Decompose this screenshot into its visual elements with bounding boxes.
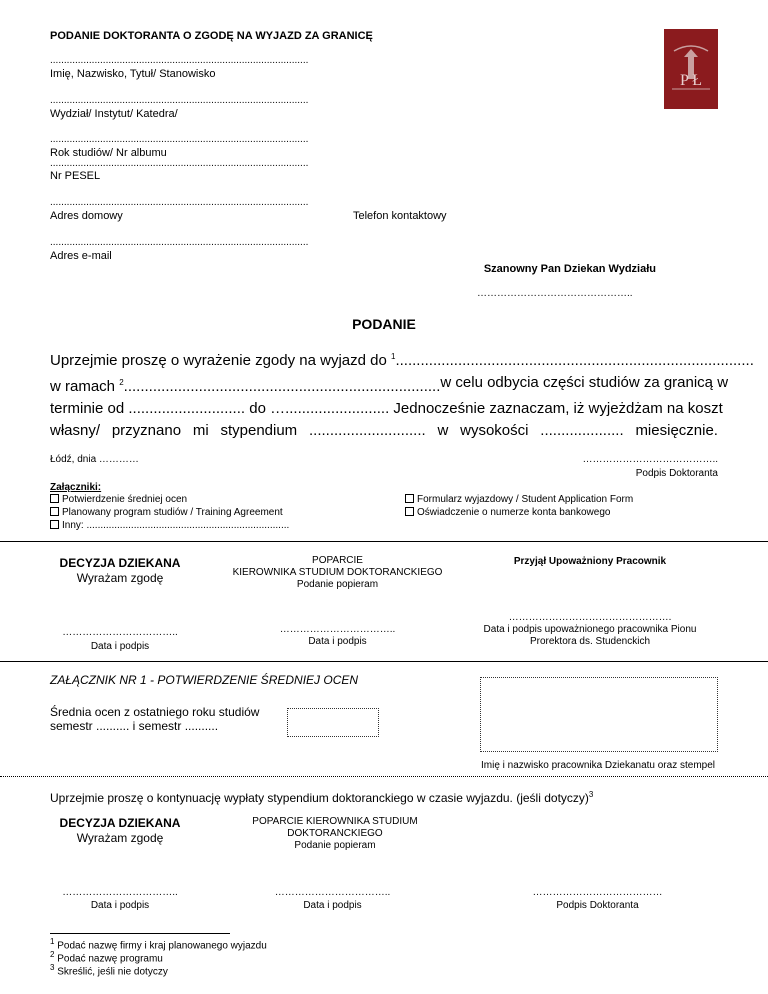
staff-title: Przyjął Upoważniony Pracownik	[513, 556, 667, 567]
pesel-label: Nr PESEL	[50, 170, 101, 182]
support-sub-2: Podanie popieram	[294, 840, 376, 851]
dean-dots-2[interactable]: ……………………………..	[62, 887, 178, 898]
staff-dots[interactable]: ………………………………………….	[508, 612, 672, 623]
dept-dots[interactable]: .............................................................................................	[50, 95, 309, 106]
program-dots[interactable]: ............................................................................	[123, 378, 441, 395]
dean-decision-title-2: DECYZJA DZIEKANA	[59, 816, 181, 830]
pesel-dots[interactable]: .............................................................................................	[50, 158, 309, 169]
request-line1-text: Uprzejmie proszę o wyrażenie zgody na wyjazd do	[50, 352, 387, 369]
attachment-item[interactable]: Planowany program studiów / Training Agreement	[50, 507, 283, 518]
support-dots-2[interactable]: ……………………………..	[274, 887, 391, 898]
email-dots[interactable]: .............................................................................................	[50, 237, 309, 248]
university-logo-icon	[664, 29, 718, 109]
footnote: $^1$ Podać nazwę firmy i kraj planowanego wyjazdu	[50, 937, 267, 952]
staff-sign-label-2: Prorektora ds. Studenckich	[529, 636, 651, 647]
request-heading: PODANIE	[352, 316, 416, 332]
avg-label: Średnia ocen z ostatniego roku studiów	[50, 705, 260, 719]
support-sign-label: Data i podpis	[308, 636, 367, 647]
request-paragraph	[50, 346, 754, 442]
attachment-item[interactable]: Potwierdzenie średniej ocen	[50, 494, 187, 505]
year-label: Rok studiów/ Nr albumu	[50, 147, 167, 159]
destination-dots[interactable]: ......................................................................................	[395, 352, 754, 369]
year-dots[interactable]: .............................................................................................	[50, 134, 309, 145]
request-line2-text: w ramach	[50, 378, 116, 395]
phone-label: Telefon kontaktowy	[353, 210, 447, 222]
form-title: PODANIE DOKTORANTA O ZGODĘ NA WYJAZD ZA GRANICĘ	[50, 30, 373, 42]
dept-label: Wydział/ Instytut/ Katedra/	[50, 108, 178, 120]
support-title-2: KIEROWNIKA STUDIUM DOKTORANCKIEGO	[232, 567, 443, 578]
attachment-item[interactable]: Oświadczenie o numerze konta bankowego	[405, 507, 610, 518]
signature-label: Podpis Doktoranta	[635, 468, 718, 479]
name-dots[interactable]: .............................................................................................	[50, 55, 309, 66]
request-line2-end: w celu odbycia części studiów za granicą w	[440, 374, 729, 391]
recipient-dots[interactable]: ………………………………………..	[477, 288, 633, 299]
section-divider	[0, 776, 768, 777]
stamp-label: Imię i nazwisko pracownika Dziekanatu oraz stempel	[481, 760, 715, 771]
avg-semester[interactable]: semestr .......... i semestr ..........	[50, 719, 219, 733]
section-divider	[0, 661, 768, 662]
place-date[interactable]: Łódź, dnia …………	[50, 454, 139, 465]
dean-dots[interactable]: ……………………………..	[62, 627, 178, 638]
dean-decision-sub: Wyrażam zgodę	[76, 571, 164, 585]
support-title-4: DOKTORANCKIEGO	[287, 828, 383, 839]
email-label: Adres e-mail	[50, 250, 112, 262]
support-dots[interactable]: ……………………………..	[279, 624, 396, 635]
average-grade-box[interactable]	[287, 708, 379, 737]
request-line3: terminie od ............................ do …......................... Jednocześnie zaznaczam, iż wyjeżdżam na koszt	[50, 400, 723, 417]
support-title: POPARCIE	[312, 555, 363, 566]
dean-decision-sub-2: Wyrażam zgodę	[76, 831, 164, 845]
section-divider	[0, 541, 768, 542]
dean-sign-label: Data i podpis	[90, 641, 150, 652]
logo-letters: P Ł	[679, 72, 703, 89]
address-dots[interactable]: .............................................................................................	[50, 197, 309, 208]
footnote-ref-2: 2	[119, 378, 124, 387]
continuation-text: Uprzejmie proszę o kontynuację wypłaty stypendium doktoranckiego w czasie wyjazdu. (jeśli dotyczy)$^3$	[50, 790, 594, 805]
attachment-item[interactable]: Formularz wyjazdowy / Student Application Form	[405, 494, 633, 505]
footnote: $^3$ Skreślić, jeśli nie dotyczy	[50, 963, 168, 978]
support-title-3: POPARCIE KIEROWNIKA STUDIUM	[252, 816, 418, 827]
request-line4: własny/ przyznano mi stypendium ............................ w wysokości .................... miesięcznie.	[50, 422, 718, 439]
attachment-item[interactable]: Inny: .........................................................................	[50, 520, 289, 531]
student-dots[interactable]: …………………………………	[532, 887, 663, 898]
footnote-rule	[50, 933, 230, 934]
stamp-box[interactable]	[480, 677, 718, 752]
support-sub: Podanie popieram	[296, 579, 379, 590]
checkbox-icon[interactable]	[405, 507, 414, 516]
checkbox-icon[interactable]	[50, 520, 59, 529]
dean-decision-title: DECYZJA DZIEKANA	[59, 556, 181, 570]
attachments-heading: Załączniki:	[50, 482, 102, 493]
signature-dots[interactable]: …………………………………..	[582, 454, 718, 465]
support-sign-label-2: Data i podpis	[303, 900, 362, 911]
footnote-ref-3: 3	[588, 790, 594, 799]
annex-title: ZAŁĄCZNIK NR 1 - POTWIERDZENIE ŚREDNIEJ OCEN	[50, 673, 359, 687]
name-label: Imię, Nazwisko, Tytuł/ Stanowisko	[50, 68, 216, 80]
footnote: $^2$ Podać nazwę programu	[50, 950, 163, 965]
student-sign-label: Podpis Doktoranta	[556, 900, 639, 911]
address-label: Adres domowy	[50, 210, 123, 222]
dean-sign-label-2: Data i podpis	[90, 900, 150, 911]
staff-sign-label: Data i podpis upoważnionego pracownika Pionu	[483, 624, 697, 635]
footnote-ref-1: 1	[391, 352, 396, 361]
checkbox-icon[interactable]	[405, 494, 414, 503]
checkbox-icon[interactable]	[50, 507, 59, 516]
checkbox-icon[interactable]	[50, 494, 59, 503]
recipient-salutation: Szanowny Pan Dziekan Wydziału	[483, 263, 656, 275]
